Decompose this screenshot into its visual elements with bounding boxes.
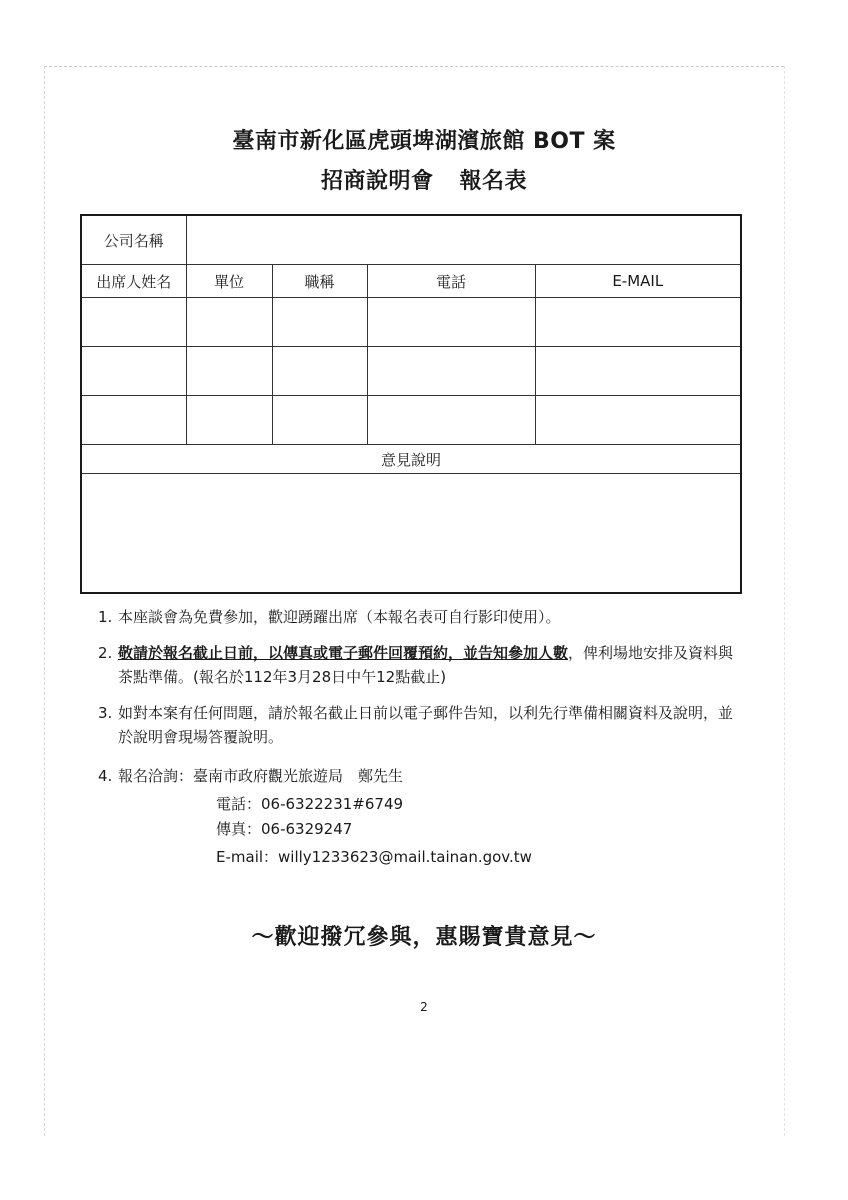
note-text: 如對本案有任何問題，請於報名截止日前以電子郵件告知，以利先行準備相關資料及說明，並於說明會現場答覆說明。 — [118, 704, 734, 746]
scan-edge-right — [784, 66, 785, 1136]
company-label: 公司名稱 — [81, 215, 186, 265]
note-item — [98, 701, 738, 749]
subtitle-part-b: 報名表 — [459, 169, 528, 194]
closing-message: ～歡迎撥冗參與，惠賜寶貴意見～ — [251, 925, 597, 950]
phone-cell[interactable] — [367, 396, 535, 445]
subtitle-part-a: 招商說明會 — [320, 169, 434, 194]
contact-phone: 電話：06-6322231#6749 — [216, 795, 404, 813]
scan-edge-top — [44, 66, 784, 67]
table-row — [81, 396, 741, 445]
table-row — [81, 298, 741, 347]
notes-list — [98, 605, 738, 761]
note-number: 4. — [98, 767, 113, 785]
registration-form-table — [80, 214, 742, 594]
job-title-cell[interactable] — [272, 298, 367, 347]
email-cell[interactable] — [535, 298, 741, 347]
note-item — [98, 641, 738, 689]
opinion-field[interactable] — [81, 474, 741, 594]
email-cell[interactable] — [535, 347, 741, 396]
note-number: 3. — [98, 704, 113, 722]
job-title-cell[interactable] — [272, 396, 367, 445]
document-subtitle — [0, 164, 848, 195]
col-attendee-name: 出席人姓名 — [81, 265, 186, 298]
page-number: 2 — [420, 1000, 428, 1014]
phone-cell[interactable] — [367, 347, 535, 396]
note-text: ，俾利場地安排及資料與茶點準備。(報名於112年3月28日中午12點截止) — [118, 644, 734, 686]
col-phone: 電話 — [367, 265, 535, 298]
note-emphasis: 敬請於報名截止日前，以傳真或電子郵件回覆預約，並告知參加人數 — [118, 644, 569, 662]
document-title: 臺南市新化區虎頭埤湖濱旅館 BOT 案 — [232, 129, 616, 154]
note-body — [118, 641, 738, 689]
note-number: 2. — [98, 644, 113, 662]
unit-cell[interactable] — [186, 298, 272, 347]
contact-label: 報名洽詢：臺南市政府觀光旅遊局 鄭先生 — [118, 767, 404, 785]
opinion-label: 意見說明 — [81, 445, 741, 474]
col-email: E-MAIL — [535, 265, 741, 298]
contact-email: E-mail：willy1233623@mail.tainan.gov.tw — [216, 848, 532, 866]
unit-cell[interactable] — [186, 347, 272, 396]
col-job-title: 職稱 — [272, 265, 367, 298]
contact-fax: 傳真：06-6329247 — [216, 820, 353, 838]
contact-heading — [98, 765, 403, 786]
table-header-row — [81, 265, 741, 298]
attendee-name-cell[interactable] — [81, 347, 186, 396]
attendee-name-cell[interactable] — [81, 298, 186, 347]
opinion-row — [81, 474, 741, 594]
note-number: 1. — [98, 608, 113, 626]
unit-cell[interactable] — [186, 396, 272, 445]
note-item — [98, 605, 738, 629]
scan-edge-left — [44, 66, 45, 1136]
job-title-cell[interactable] — [272, 347, 367, 396]
email-cell[interactable] — [535, 396, 741, 445]
company-name-field[interactable] — [186, 215, 741, 265]
col-unit: 單位 — [186, 265, 272, 298]
phone-cell[interactable] — [367, 298, 535, 347]
company-row — [81, 215, 741, 265]
note-text: 本座談會為免費參加，歡迎踴躍出席（本報名表可自行影印使用）。 — [118, 608, 561, 626]
table-row — [81, 347, 741, 396]
opinion-header-row — [81, 445, 741, 474]
attendee-name-cell[interactable] — [81, 396, 186, 445]
